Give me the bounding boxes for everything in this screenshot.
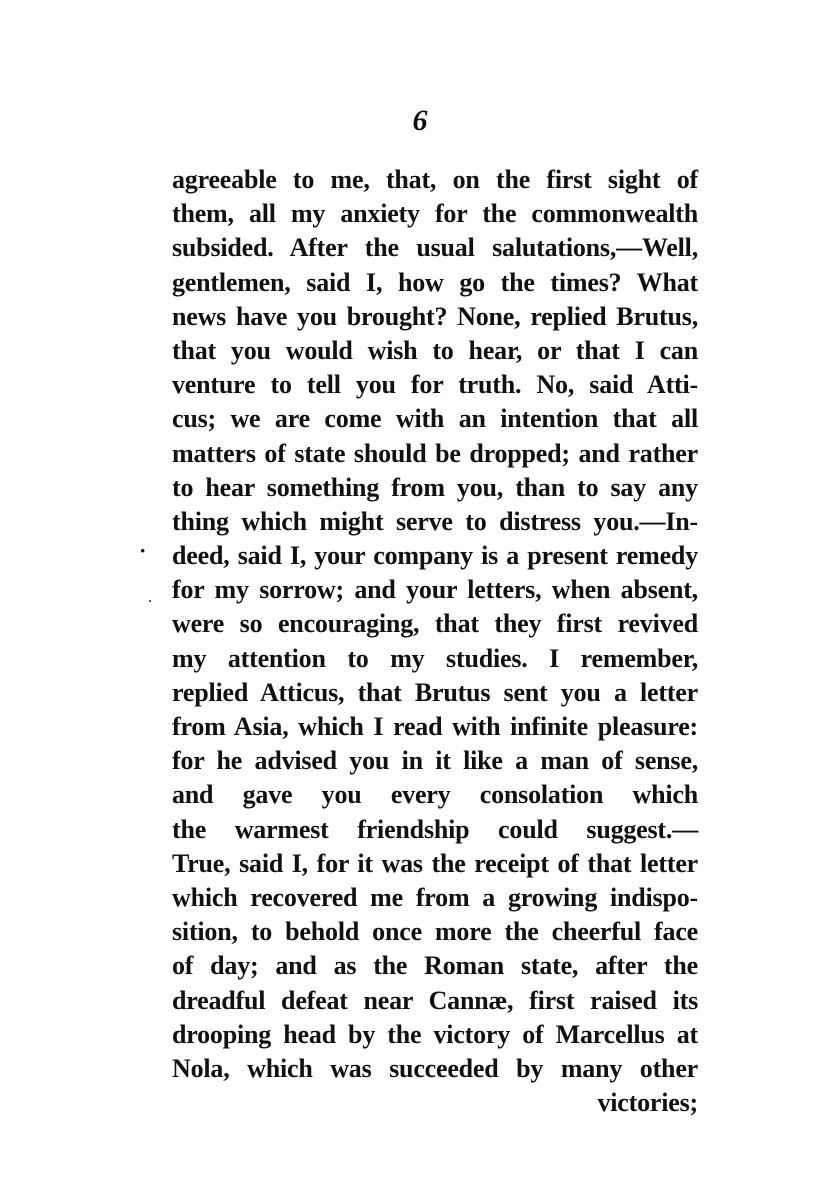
text-line: news have you brought? None, replied Brutus, <box>172 301 698 331</box>
catchword: victories; <box>597 1088 698 1118</box>
text-line: agreeable to me, that, on the first sight of <box>172 165 698 194</box>
text-line: deed, said I, your company is a present remedy <box>172 541 698 571</box>
text-line: True, said I, for it was the receipt of that letter <box>172 848 698 878</box>
text-line: matters of state should be dropped; and rather <box>172 438 698 468</box>
margin-mark: · <box>148 594 153 608</box>
text-line: gentlemen, said I, how go the times? What <box>172 267 698 297</box>
text-line: dreadful defeat near Cannæ, first raised its <box>172 985 698 1015</box>
text-line: thing which might serve to distress you.—In- <box>172 506 698 536</box>
text-line: from Asia, which I read with infinite pleasure: <box>172 712 698 741</box>
text-line: that you would wish to hear, or that I can <box>172 335 698 365</box>
text-line: drooping head by the victory of Marcellus at <box>172 1019 698 1049</box>
page-number: 6 <box>412 104 428 137</box>
margin-mark: · <box>139 538 147 563</box>
text-line: them, all my anxiety for the commonwealth <box>172 199 698 229</box>
text-line: venture to tell you for truth. No, said Atti- <box>172 370 698 400</box>
text-line: the warmest friendship could suggest.— <box>172 814 698 844</box>
text-line: for my sorrow; and your letters, when absent, <box>172 575 698 605</box>
text-line: to hear something from you, than to say any <box>172 472 698 502</box>
text-line: and gave you every consolation which <box>172 780 698 810</box>
text-line: my attention to my studies. I remember, <box>172 643 698 673</box>
text-line: for he advised you in it like a man of sense, <box>172 746 698 776</box>
text-line: sition, to behold once more the cheerful face <box>172 917 698 947</box>
text-line: which recovered me from a growing indispo- <box>172 882 698 912</box>
body-text <box>172 163 698 1120</box>
text-line: Nola, which was succeeded by many other <box>172 1053 698 1083</box>
text-line: cus; we are come with an intention that all <box>172 404 698 434</box>
text-line: of day; and as the Roman state, after the <box>172 951 698 981</box>
text-line: were so encouraging, that they first revived <box>172 609 698 639</box>
text-line: replied Atticus, that Brutus sent you a letter <box>172 677 698 707</box>
text-line: subsided. After the usual salutations,—Well, <box>172 233 698 263</box>
